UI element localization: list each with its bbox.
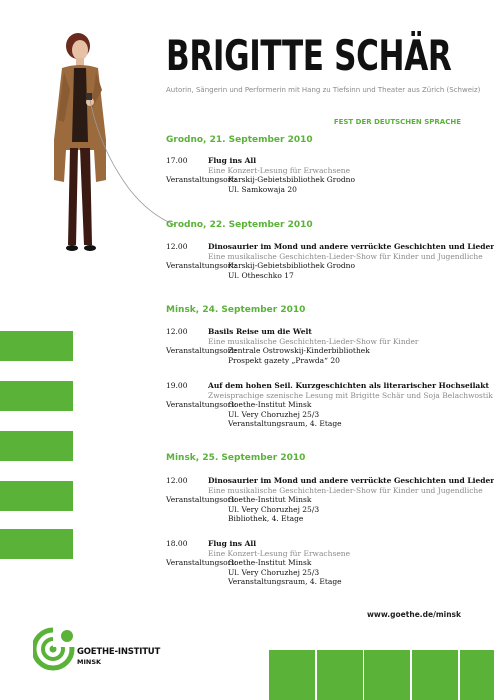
venue-line: Goethe-Institut Minsk	[228, 558, 312, 568]
event-title: Flug ins All	[208, 539, 257, 548]
venue-label: Veranstaltungsort:	[166, 400, 237, 410]
event-description: Eine Konzert-Lesung für Erwachsene	[208, 165, 351, 175]
venue-label: Veranstaltungsort:	[166, 261, 237, 271]
website-link[interactable]: www.goethe.de/minsk	[367, 610, 461, 619]
performer-photo	[40, 30, 180, 265]
goethe-institut-logo-icon	[33, 627, 77, 671]
venue-line: Veranstaltungsraum, 4. Etage	[228, 577, 342, 587]
decorative-bar	[317, 650, 363, 700]
venue-line: Bibliothek, 4. Etage	[228, 514, 304, 524]
event-time: 18.00	[166, 539, 188, 548]
day-heading: Grodno, 21. September 2010	[166, 135, 313, 145]
decorative-bar	[0, 431, 73, 461]
event-description: Eine musikalische Geschichten-Lieder-Show für Kinder	[208, 336, 419, 346]
event-time: 17.00	[166, 156, 188, 165]
logo-name: GOETHE-INSTITUT	[77, 647, 161, 657]
decorative-bar	[269, 650, 315, 700]
venue-label: Veranstaltungsort:	[166, 558, 237, 568]
event-entry	[166, 476, 494, 524]
page-title: BRIGITTE SCHÄR	[166, 31, 452, 80]
event-title: Auf dem hohen Seil. Kurzgeschichten als literarischer Hochseilakt	[208, 381, 489, 390]
decorative-bar	[460, 650, 494, 700]
venue-line: Ul. Very Choruzhej 25/3	[228, 409, 320, 419]
venue-line: Prospekt gazety „Prawda“ 20	[228, 355, 340, 365]
event-description: Eine Konzert-Lesung für Erwachsene	[208, 548, 351, 558]
day-heading: Grodno, 22. September 2010	[166, 220, 313, 230]
decorative-bar	[0, 481, 73, 511]
event-time: 19.00	[166, 381, 188, 390]
event-time: 12.00	[166, 327, 188, 336]
decorative-bar	[412, 650, 458, 700]
event-title: Flug ins All	[208, 156, 257, 165]
venue-line: Karskij-Gebietsbibliothek Grodno	[228, 175, 356, 185]
decorative-bar	[364, 650, 410, 700]
festival-label: FEST DER DEUTSCHEN SPRACHE	[333, 118, 461, 126]
decorative-bar	[0, 529, 73, 559]
event-description: Zweisprachige szenische Lesung mit Brigitte Schär und Soja Belachwostik	[208, 390, 493, 400]
decorative-bar	[0, 331, 73, 361]
event-time: 12.00	[166, 242, 188, 251]
venue-line: Veranstaltungsraum, 4. Etage	[228, 419, 342, 429]
venue-line: Goethe-Institut Minsk	[228, 495, 312, 505]
day-heading: Minsk, 25. September 2010	[166, 453, 306, 463]
venue-label: Veranstaltungsort:	[166, 175, 237, 185]
venue-line: Zentrale Ostrowskij-Kinderbibliothek	[228, 346, 370, 356]
day-heading: Minsk, 24. September 2010	[166, 305, 306, 315]
venue-line: Ul. Samkowaja 20	[228, 184, 297, 194]
event-title: Dinosaurier im Mond und andere verrückte Geschichten und Lieder	[208, 242, 494, 251]
event-entry	[166, 381, 493, 429]
page-subtitle: Autorin, Sängerin und Performerin mit Hang zu Tiefsinn und Theater aus Zürich (Schweiz)	[166, 86, 481, 94]
event-description: Eine musikalische Geschichten-Lieder-Show für Kinder und Jugendliche	[208, 251, 483, 261]
venue-label: Veranstaltungsort:	[166, 495, 237, 505]
logo-city: MINSK	[77, 658, 102, 666]
event-entry	[166, 539, 476, 587]
event-title: Dinosaurier im Mond und andere verrückte Geschichten und Lieder	[208, 476, 494, 485]
venue-line: Ul. Very Choruzhej 25/3	[228, 504, 320, 514]
event-entry	[166, 242, 494, 280]
event-title: Basils Reise um die Welt	[208, 327, 312, 336]
decorative-bar	[0, 381, 73, 411]
event-entry	[166, 156, 476, 194]
venue-label: Veranstaltungsort:	[166, 346, 237, 356]
venue-line: Goethe-Institut Minsk	[228, 400, 312, 410]
venue-line: Ul. Very Choruzhej 25/3	[228, 567, 320, 577]
venue-line: Ul. Otheschko 17	[228, 270, 294, 280]
event-description: Eine musikalische Geschichten-Lieder-Show für Kinder und Jugendliche	[208, 485, 483, 495]
event-time: 12.00	[166, 476, 188, 485]
venue-line: Karskij-Gebietsbibliothek Grodno	[228, 261, 356, 271]
event-entry	[166, 327, 476, 365]
